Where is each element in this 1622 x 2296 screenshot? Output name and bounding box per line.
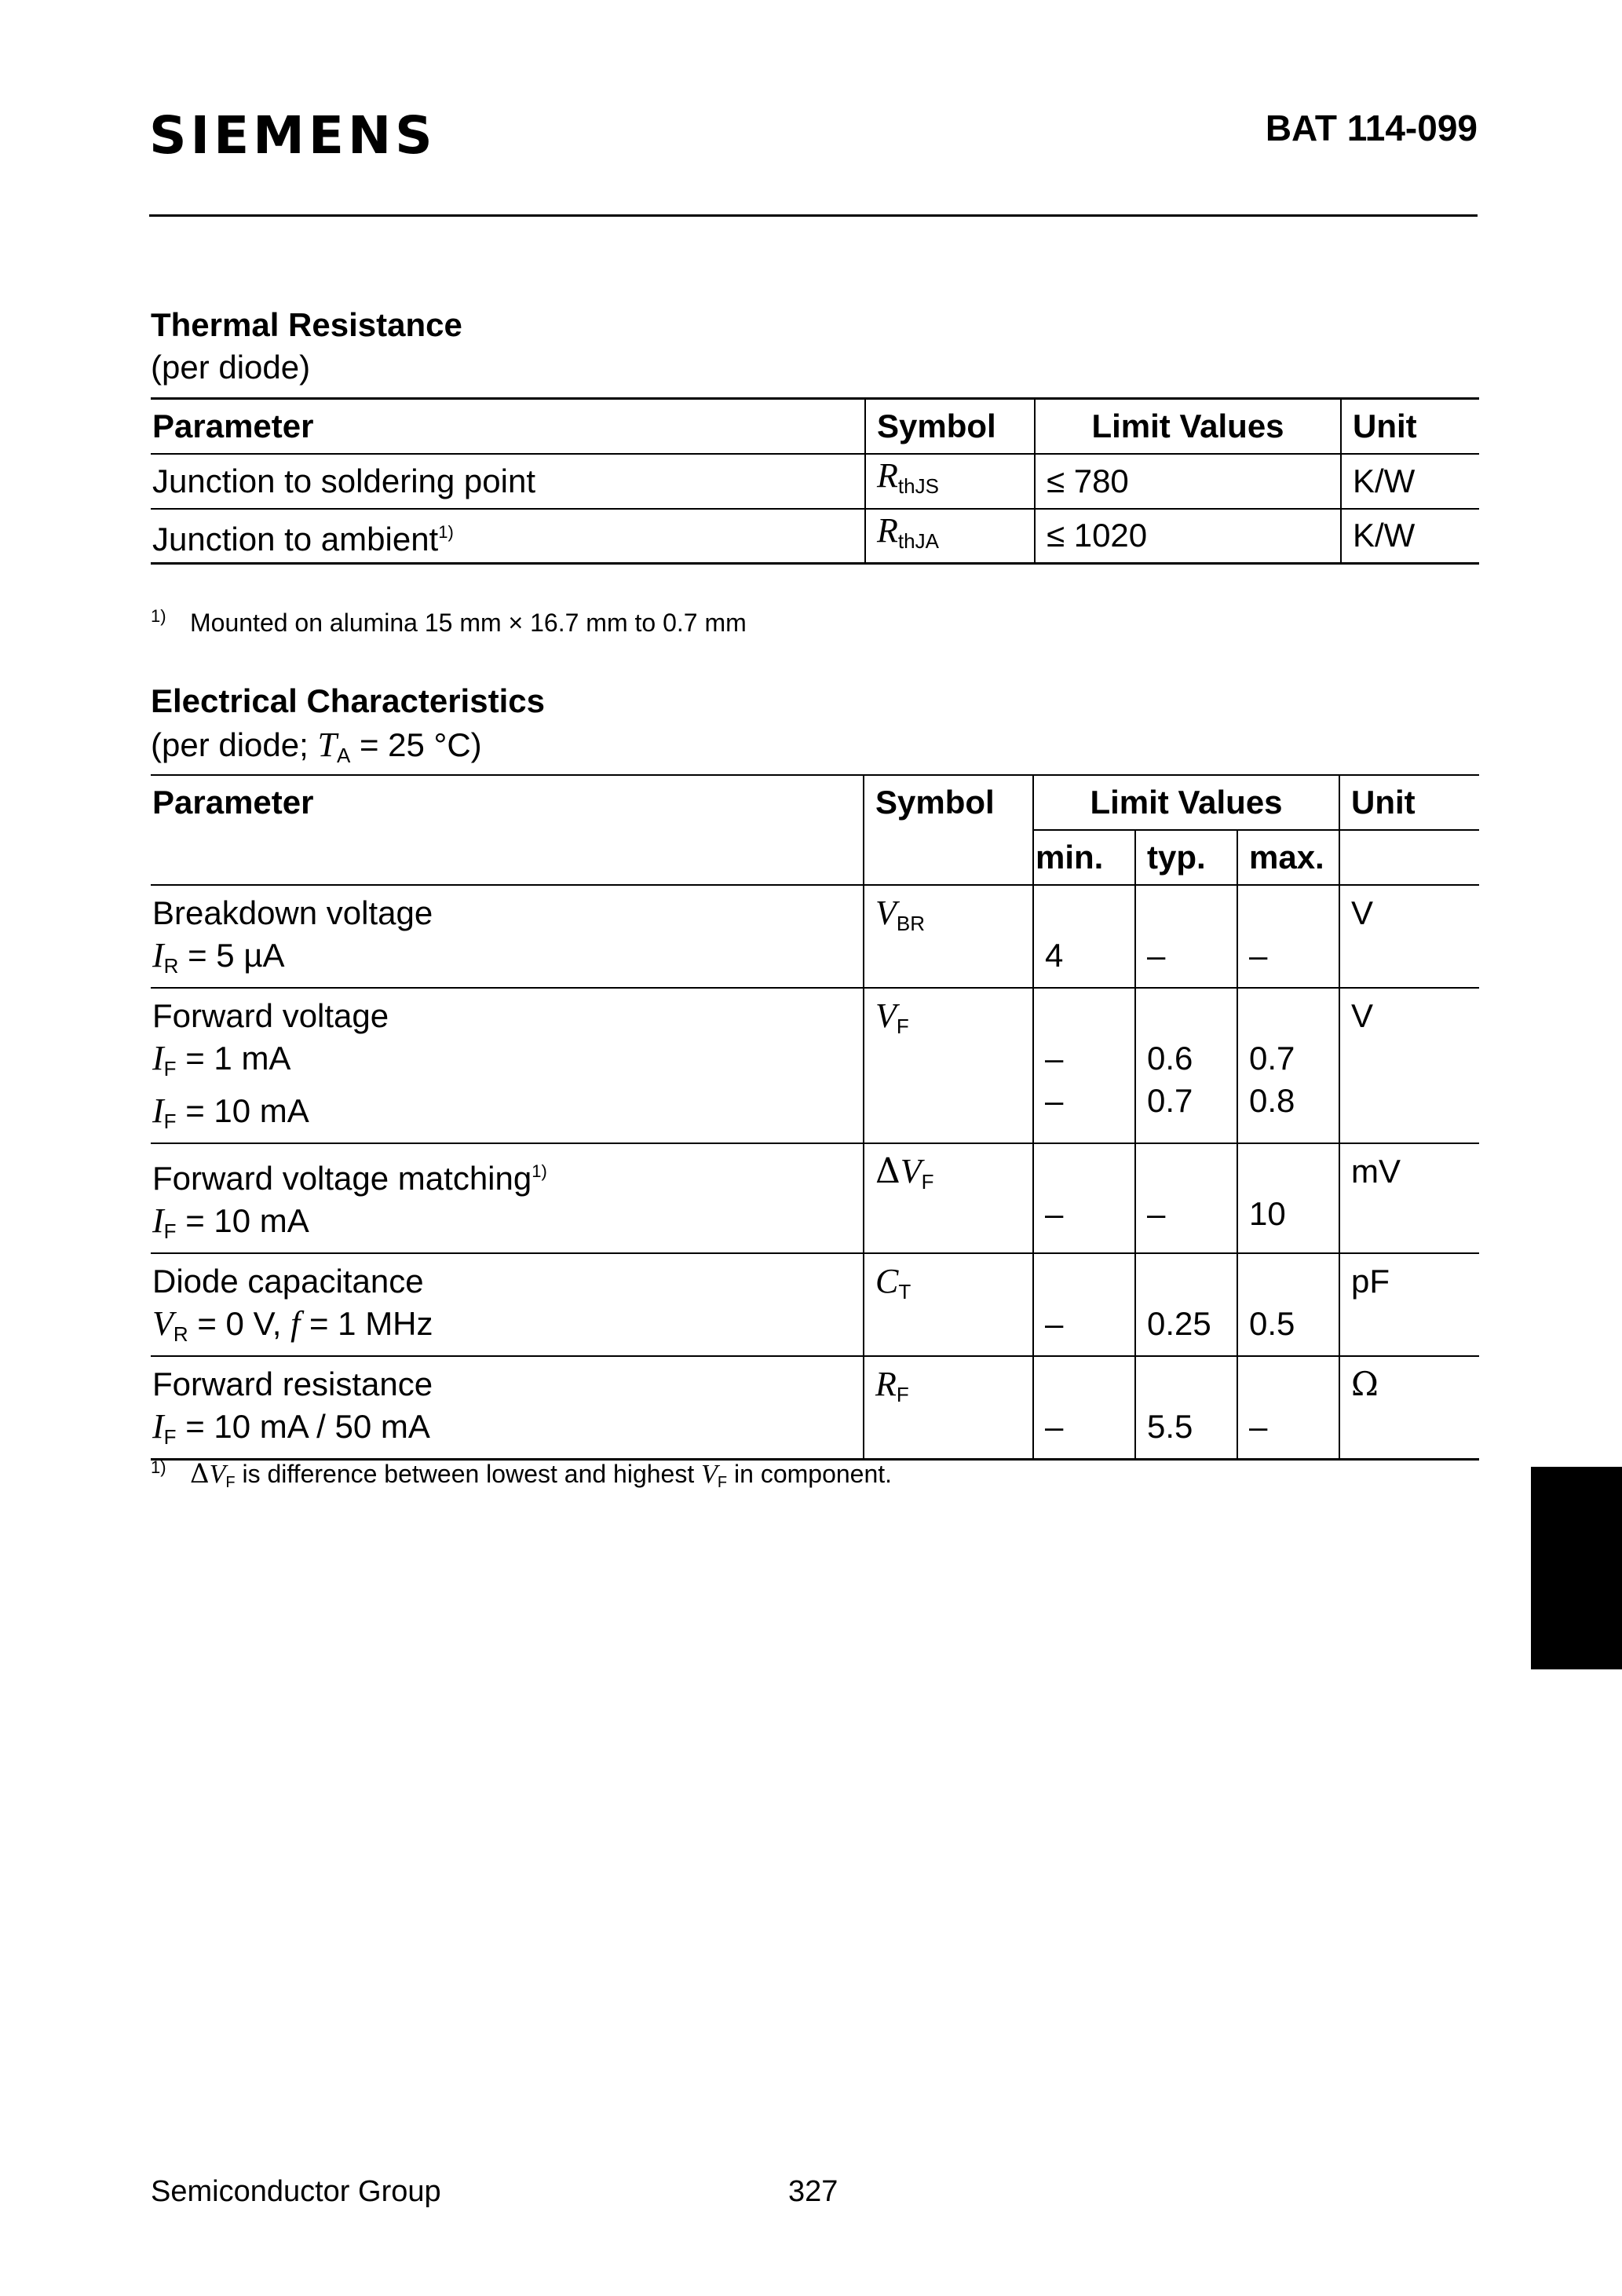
table-row <box>151 1253 1479 1356</box>
col-min: min. <box>1033 830 1135 885</box>
col-symbol: Symbol <box>865 399 1035 454</box>
max-cell: 0.5 <box>1237 1253 1339 1356</box>
parameter-cell: Diode capacitance $V_R = 0$ V, f = 1 MHz <box>151 1253 864 1356</box>
thermal-title: Thermal Resistance <box>151 306 462 343</box>
min-cell: – – <box>1033 988 1135 1143</box>
electrical-subtitle: (per diode; $T_A = 25$ °C) <box>151 726 482 767</box>
footnote-ref: 1) <box>438 521 454 542</box>
col-symbol: Symbol <box>864 775 1033 885</box>
table-row <box>151 1356 1479 1460</box>
header-divider <box>149 214 1478 217</box>
electrical-title: Electrical Characteristics <box>151 682 545 719</box>
symbol-cell: $C_T$ <box>864 1253 1033 1356</box>
section-tab-marker <box>1531 1467 1622 1669</box>
max-cell: 0.7 0.8 <box>1237 988 1339 1143</box>
unit-cell: K/W <box>1341 509 1479 564</box>
table-header-row <box>151 399 1479 454</box>
thermal-footnote: 1) Mounted on alumina 15 mm × 16.7 mm to 0.7 mm <box>151 606 747 637</box>
symbol-cell: $V_F$ <box>864 988 1033 1143</box>
min-cell: 4 <box>1033 885 1135 988</box>
siemens-logo: SIEMENS <box>149 105 437 166</box>
typ-cell: 0.6 0.7 <box>1135 988 1237 1143</box>
table-row <box>151 885 1479 988</box>
unit-cell: V <box>1339 988 1479 1143</box>
table-row <box>151 454 1479 509</box>
thermal-resistance-table <box>151 397 1479 565</box>
parameter-cell: Forward voltage matching$^{1)}$ $I_F = 10$ mA <box>151 1143 864 1253</box>
value-cell: ≤ 780 <box>1035 454 1341 509</box>
typ-cell: – <box>1135 1143 1237 1253</box>
table-row <box>151 988 1479 1143</box>
typ-cell: 5.5 <box>1135 1356 1237 1460</box>
table-row <box>151 1143 1479 1253</box>
value-cell: ≤ 1020 <box>1035 509 1341 564</box>
parameter-cell: Forward voltage $I_F = 1$ mA $I_F = 10$ mA <box>151 988 864 1143</box>
min-cell: – <box>1033 1356 1135 1460</box>
typ-cell: 0.25 <box>1135 1253 1237 1356</box>
col-typ: typ. <box>1135 830 1237 885</box>
electrical-characteristics-table <box>151 774 1479 1461</box>
table-header-row <box>151 775 1479 830</box>
part-number: BAT 114-099 <box>1265 108 1478 148</box>
parameter-cell: Junction to soldering point <box>151 454 865 509</box>
max-cell: – <box>1237 1356 1339 1460</box>
min-cell: – <box>1033 1253 1135 1356</box>
footer-company: Semiconductor Group <box>151 2175 441 2208</box>
parameter-cell: Junction to ambient$^{1)}$ <box>151 509 865 564</box>
table-row <box>151 509 1479 564</box>
footnote-ref: 1) <box>532 1161 547 1181</box>
col-unit: Unit <box>1341 399 1479 454</box>
unit-cell: pF <box>1339 1253 1479 1356</box>
max-cell: 10 <box>1237 1143 1339 1253</box>
col-parameter: Parameter <box>151 399 865 454</box>
symbol-cell: $R_{thJS}$ <box>865 454 1035 509</box>
parameter-cell: Forward resistance $I_F = 10$ mA / 50 mA <box>152 1366 433 1449</box>
symbol-cell: $R_{thJA}$ <box>865 509 1035 564</box>
typ-cell: – <box>1135 885 1237 988</box>
col-unit: Unit <box>1339 775 1479 830</box>
col-limit-values: Limit Values <box>1035 399 1341 454</box>
thermal-subtitle: (per diode) <box>151 349 311 386</box>
col-max: max. <box>1237 830 1339 885</box>
symbol-cell: $R_F$ <box>864 1356 1033 1460</box>
unit-cell: mV <box>1339 1143 1479 1253</box>
max-cell: – <box>1237 885 1339 988</box>
parameter-cell: Breakdown voltage $I_R = 5$ µA <box>151 885 864 988</box>
unit-cell: K/W <box>1341 454 1479 509</box>
min-cell: – <box>1033 1143 1135 1253</box>
col-unit-blank <box>1339 830 1479 885</box>
unit-cell: V <box>1339 885 1479 988</box>
col-parameter: Parameter <box>151 775 864 885</box>
page-number: 327 <box>788 2175 838 2208</box>
symbol-cell: $V_{BR}$ <box>864 885 1033 988</box>
symbol-cell: $\Delta V_F$ <box>864 1143 1033 1253</box>
electrical-footnote: 1) $\Delta V_F$ is difference between lowest and highest $V_F$ in component. <box>151 1457 893 1491</box>
unit-cell: Ω <box>1339 1356 1479 1460</box>
col-limit-values: Limit Values <box>1033 775 1339 830</box>
